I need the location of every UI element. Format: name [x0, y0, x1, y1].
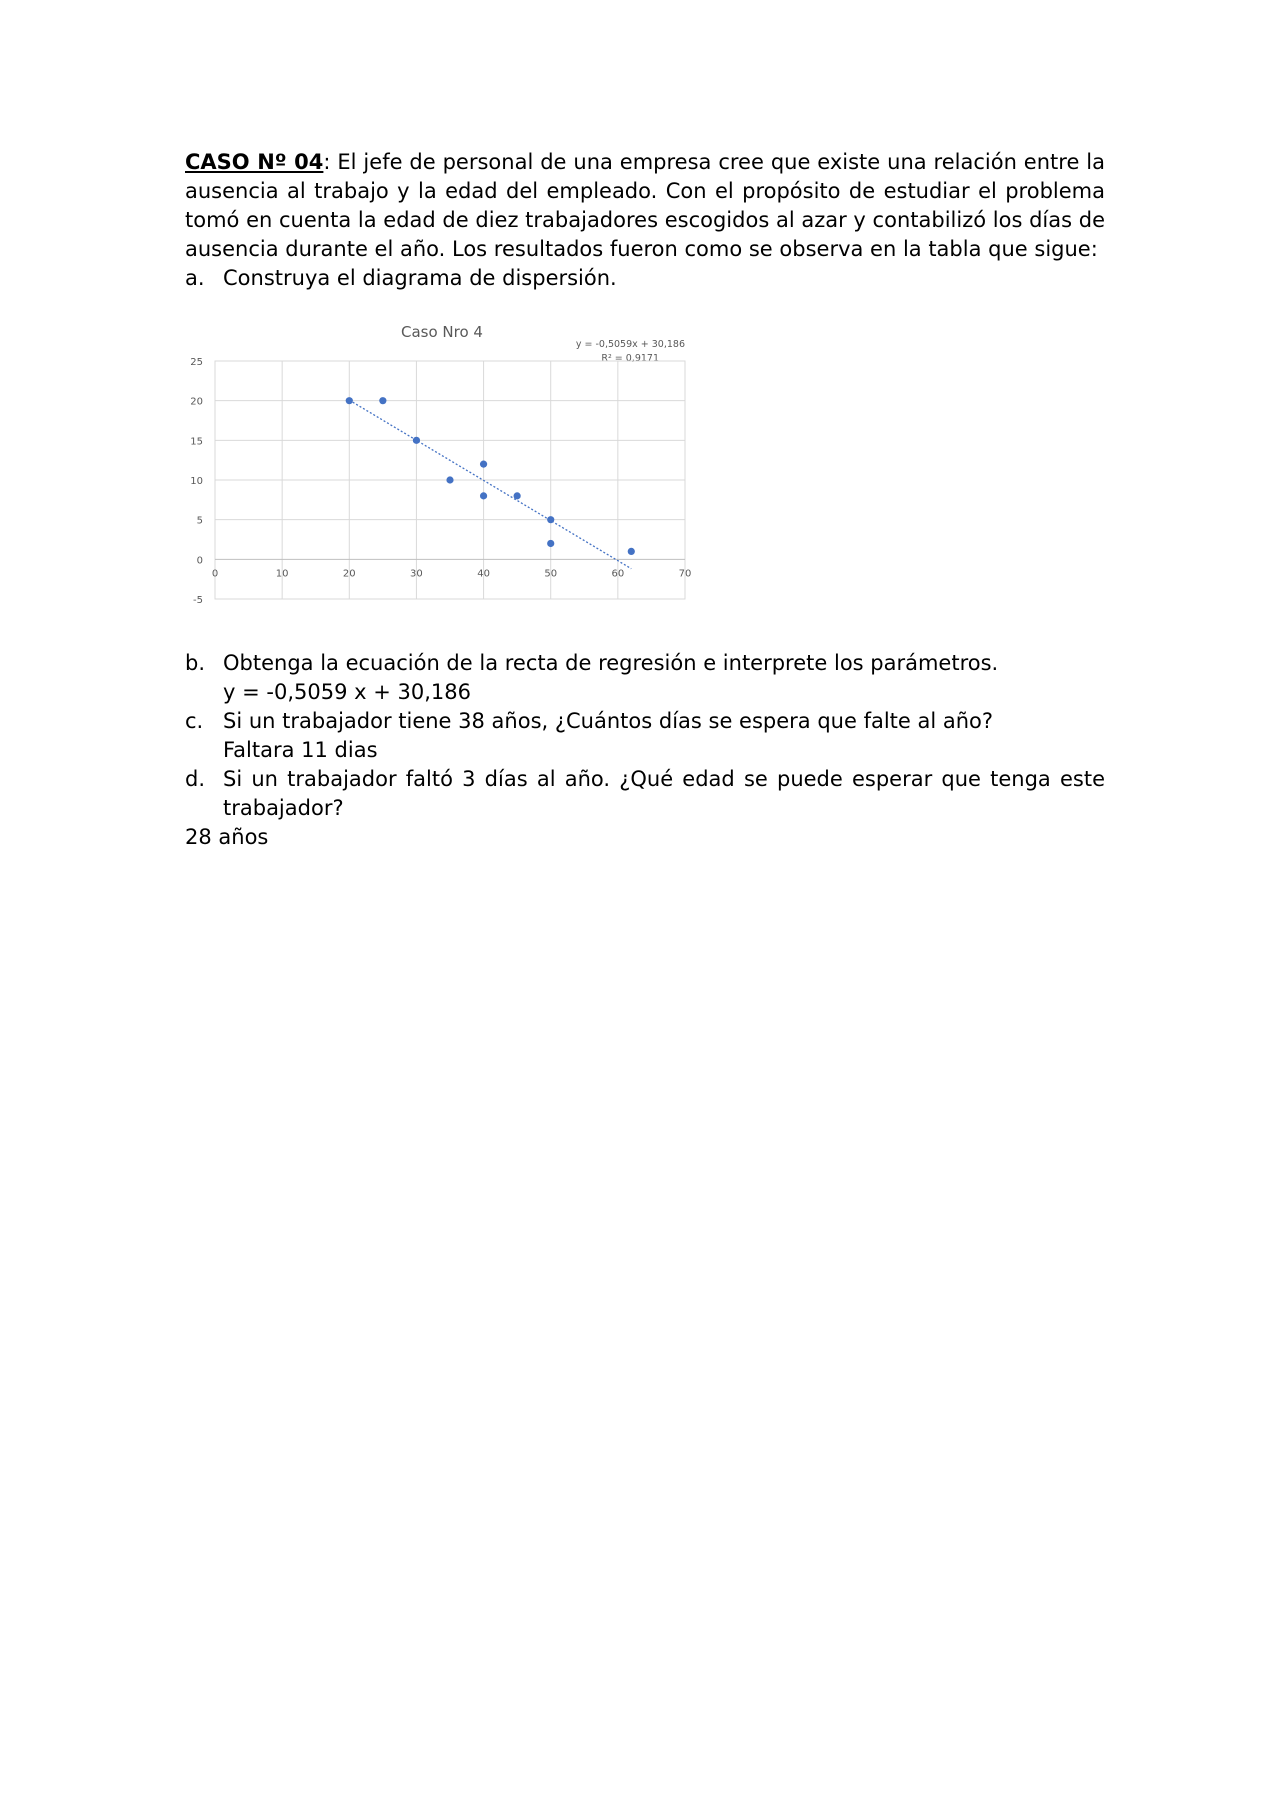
case-intro-text: : El jefe de personal de una empresa cree que existe una relación entre la ausencia al trabajo y la edad del empleado. Con el propósito de estudiar el problema tomó en cuenta la edad de diez trabajadores escogidos al azar y contabilizó los días de ausencia durante el año. Los resultados fueron como se observa en la tabla que sigue: [185, 150, 1105, 261]
x-tick-label: 10 [275, 568, 289, 580]
trendline-r2: R² = 0,9171 [601, 353, 659, 364]
item-c [185, 707, 1105, 765]
x-tick-label: 20 [342, 568, 356, 580]
trendline [349, 400, 631, 569]
item-d-text: Si un trabajador faltó 3 días al año. ¿Qué edad se puede esperar que tenga este trabajador? [223, 767, 1105, 820]
final-answer: 28 años [185, 825, 269, 849]
item-b-text: Obtenga la ecuación de la recta de regresión e interprete los parámetros. [223, 651, 999, 675]
scatter-point [514, 492, 521, 499]
y-tick-label: 0 [196, 555, 203, 567]
item-a-text: Construya el diagrama de dispersión. [223, 266, 617, 290]
item-d [185, 765, 1105, 823]
item-c-text: Si un trabajador tiene 38 años, ¿Cuántos días se espera que falte al año? [223, 709, 994, 733]
document-page [185, 148, 1105, 852]
item-a-letter: a. [185, 266, 205, 290]
scatter-point [628, 548, 635, 555]
case-intro [185, 148, 1105, 264]
item-b-letter: b. [185, 651, 206, 675]
scatter-chart-svg [185, 315, 705, 615]
scatter-point [547, 540, 554, 547]
scatter-point [413, 437, 420, 444]
item-c-answer: Faltara 11 dias [223, 738, 378, 762]
item-c-letter: c. [185, 709, 204, 733]
scatter-point [346, 397, 353, 404]
item-b [185, 649, 1105, 707]
x-tick-label: 60 [611, 568, 625, 580]
y-tick-label: 20 [190, 396, 203, 408]
item-c-body [223, 707, 1105, 765]
y-tick-label: 10 [190, 476, 203, 487]
y-tick-label: -5 [193, 595, 203, 606]
case-label: CASO Nº 04 [185, 150, 324, 174]
scatter-point [480, 461, 487, 468]
item-b-body [223, 649, 1105, 707]
item-b-answer: y = -0,5059 x + 30,186 [223, 680, 471, 704]
x-tick-label: 0 [211, 568, 219, 580]
item-d-letter: d. [185, 767, 206, 791]
x-tick-label: 50 [544, 568, 558, 580]
item-a [185, 264, 1105, 293]
scatter-point [446, 476, 453, 483]
scatter-point [379, 397, 386, 404]
x-tick-label: 40 [477, 568, 490, 580]
y-tick-label: 25 [190, 357, 203, 368]
scatter-point [547, 516, 554, 523]
scatter-chart [185, 315, 705, 615]
trendline-equation: y = -0,5059x + 30,186 [575, 339, 685, 350]
y-tick-label: 15 [190, 436, 203, 448]
y-tick-label: 5 [196, 515, 203, 527]
x-tick-label: 30 [410, 568, 423, 580]
x-tick-label: 70 [678, 568, 692, 580]
chart-title: Caso Nro 4 [401, 323, 483, 341]
scatter-point [480, 492, 487, 499]
